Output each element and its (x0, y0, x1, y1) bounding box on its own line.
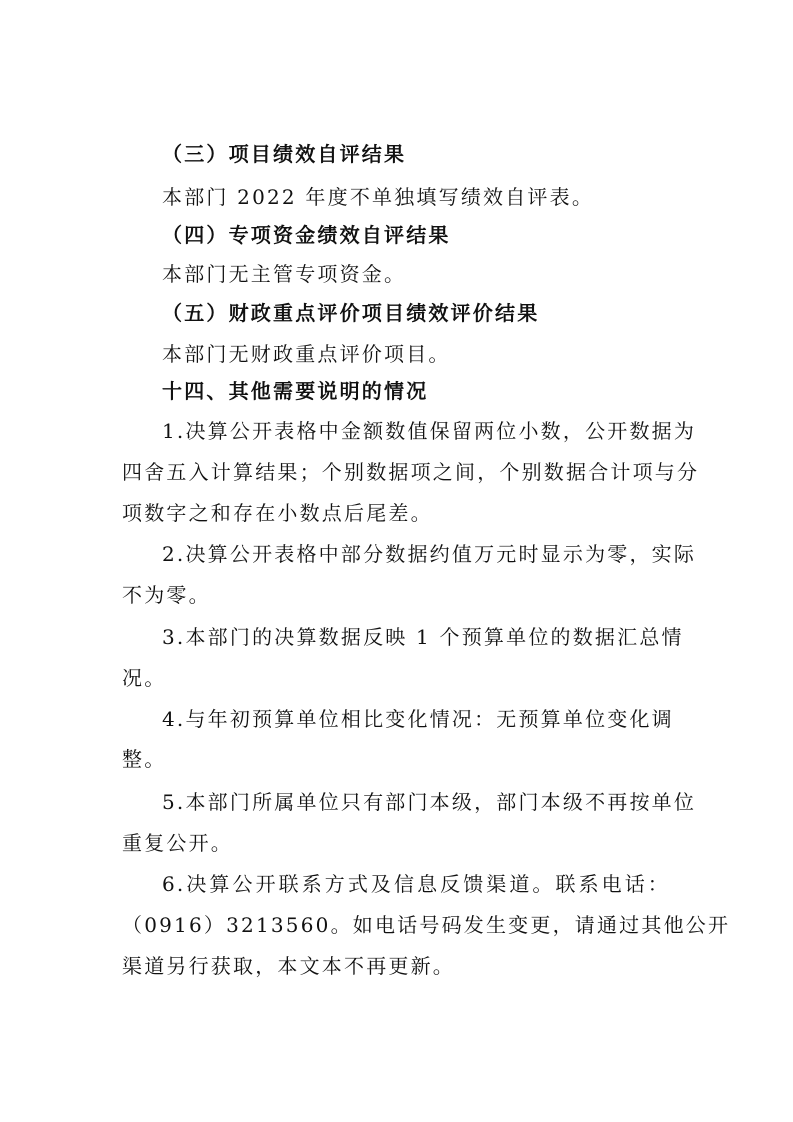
item-2-line-1: 2.决算公开表格中部分数据约值万元时显示为零，实际 (162, 542, 697, 566)
item-3-line-2: 况。 (122, 666, 167, 690)
section-5-heading: （五）财政重点评价项目绩效评价结果 (162, 301, 540, 325)
item-6-line-1: 6.决算公开联系方式及信息反馈渠道。联系电话： (162, 872, 670, 896)
item-1-line-3: 项数字之和存在小数点后尾差。 (122, 501, 433, 525)
item-5-line-1: 5.本部门所属单位只有部门本级，部门本级不再按单位 (162, 790, 697, 814)
item-6-line-3: 渠道另行获取，本文本不再更新。 (122, 954, 455, 978)
section-4-body: 本部门无主管专项资金。 (162, 262, 407, 286)
section-4-heading: （四）专项资金绩效自评结果 (162, 223, 451, 247)
item-1-line-1: 1.决算公开表格中金额数值保留两位小数，公开数据为 (162, 419, 697, 443)
item-3-line-1: 3.本部门的决算数据反映 1 个预算单位的数据汇总情 (162, 625, 684, 649)
section-5-body: 本部门无财政重点评价项目。 (162, 342, 451, 366)
section-3-body: 本部门 2022 年度不单独填写绩效自评表。 (162, 185, 595, 209)
item-4-line-1: 4.与年初预算单位相比变化情况：无预算单位变化调 (162, 707, 674, 731)
section-3-heading: （三）项目绩效自评结果 (162, 142, 407, 166)
item-5-line-2: 重复公开。 (122, 831, 233, 855)
item-6-line-2: （0916）3213560。如电话号码发生变更，请通过其他公开 (122, 913, 731, 937)
item-2-line-2: 不为零。 (122, 583, 211, 607)
item-1-line-2: 四舍五入计算结果；个别数据项之间，个别数据合计项与分 (122, 460, 700, 484)
section-14-heading: 十四、其他需要说明的情况 (162, 379, 429, 403)
item-4-line-2: 整。 (122, 747, 167, 771)
